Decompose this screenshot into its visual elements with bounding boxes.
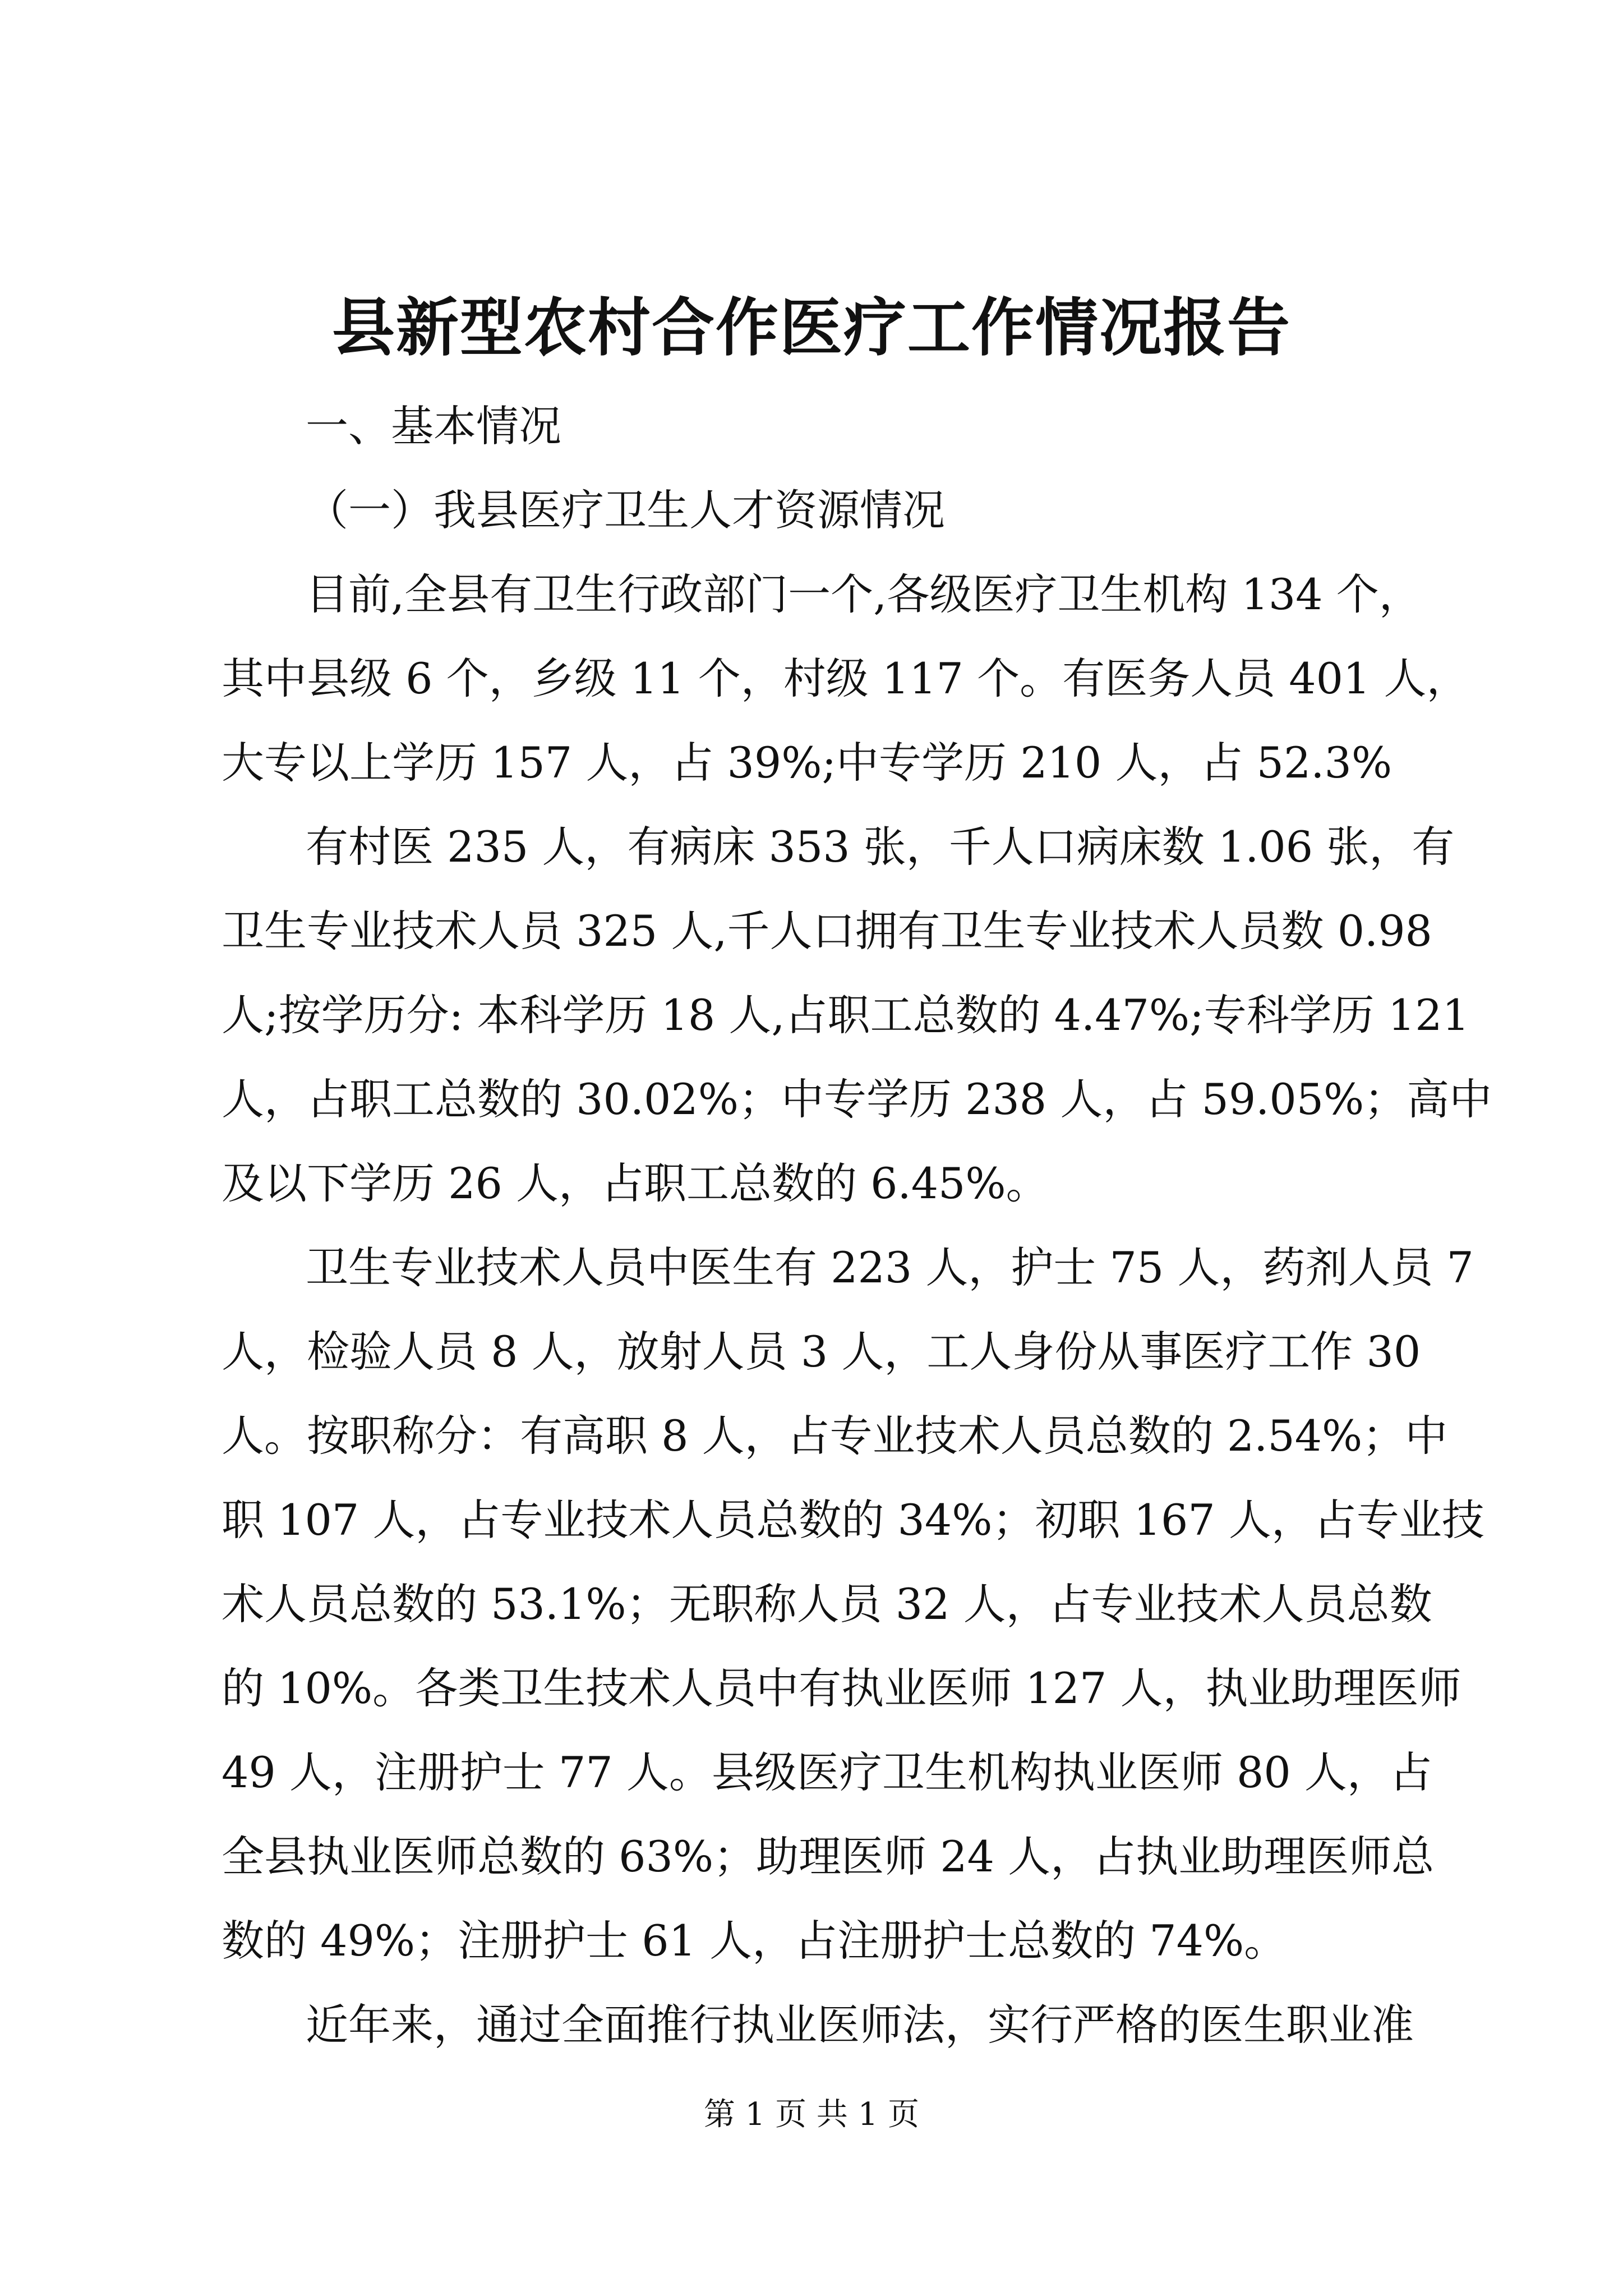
paragraph-line: 的 10%。各类卫生技术人员中有执业医师 127 人，执业助理医师 <box>222 1663 1461 1713</box>
paragraph-line: 大专以上学历 157 人，占 39%;中专学历 210 人，占 52.3% <box>222 738 1393 788</box>
document-title: 县新型农村合作医疗工作情况报告 <box>332 291 1291 365</box>
section-heading: 一、基本情况 <box>306 401 561 451</box>
paragraph-line: 有村医 235 人，有病床 353 张，千人口病床数 1.06 张，有 <box>306 822 1455 872</box>
paragraph <box>222 805 1492 1226</box>
paragraph-line: 卫生专业技术人员 325 人,千人口拥有卫生专业技术人员数 0.98 <box>222 906 1432 956</box>
paragraph-line: 术人员总数的 53.1%；无职称人员 32 人，占专业技术人员总数 <box>222 1579 1432 1629</box>
paragraph <box>222 1226 1484 1983</box>
paragraph-container <box>222 553 1492 2067</box>
paragraph <box>222 553 1469 805</box>
paragraph-line: 全县执业医师总数的 63%；助理医师 24 人，占执业助理医师总 <box>222 1832 1435 1881</box>
paragraph-line: 人。按职称分：有高职 8 人，占专业技术人员总数的 2.54%；中 <box>222 1411 1448 1461</box>
paragraph-line: 人，占职工总数的 30.02%；中专学历 238 人，占 59.05%；高中 <box>222 1074 1492 1124</box>
paragraph-line: 及以下学历 26 人，占职工总数的 6.45%。 <box>222 1158 1049 1208</box>
paragraph-line: 人，检验人员 8 人，放射人员 3 人，工人身份从事医疗工作 30 <box>222 1327 1421 1377</box>
paragraph-line: 职 107 人，占专业技术人员总数的 34%；初职 167 人，占专业技 <box>222 1495 1484 1545</box>
page-footer: 第 1 页 共 1 页 <box>703 2096 920 2133</box>
paragraph-line: 近年来，通过全面推行执业医师法，实行严格的医生职业准 <box>306 2000 1414 2050</box>
paragraph-line: 其中县级 6 个，乡级 11 个，村级 117 个。有医务人员 401 人， <box>222 654 1469 703</box>
document-body <box>222 384 1492 2067</box>
paragraph-line: 49 人，注册护士 77 人。县级医疗卫生机构执业医师 80 人，占 <box>222 1747 1432 1797</box>
paragraph-line: 人;按学历分: 本科学历 18 人,占职工总数的 4.47%;专科学历 121 <box>222 990 1469 1040</box>
paragraph-line: 目前,全县有卫生行政部门一个,各级医疗卫生机构 134 个， <box>306 569 1422 619</box>
paragraph-line: 数的 49%；注册护士 61 人，占注册护士总数的 74%。 <box>222 1916 1287 1966</box>
paragraph-line: 卫生专业技术人员中医生有 223 人，护士 75 人，药剂人员 7 <box>306 1243 1474 1292</box>
subsection-heading: （一）我县医疗卫生人才资源情况 <box>306 485 945 535</box>
paragraph <box>222 1983 1413 2067</box>
